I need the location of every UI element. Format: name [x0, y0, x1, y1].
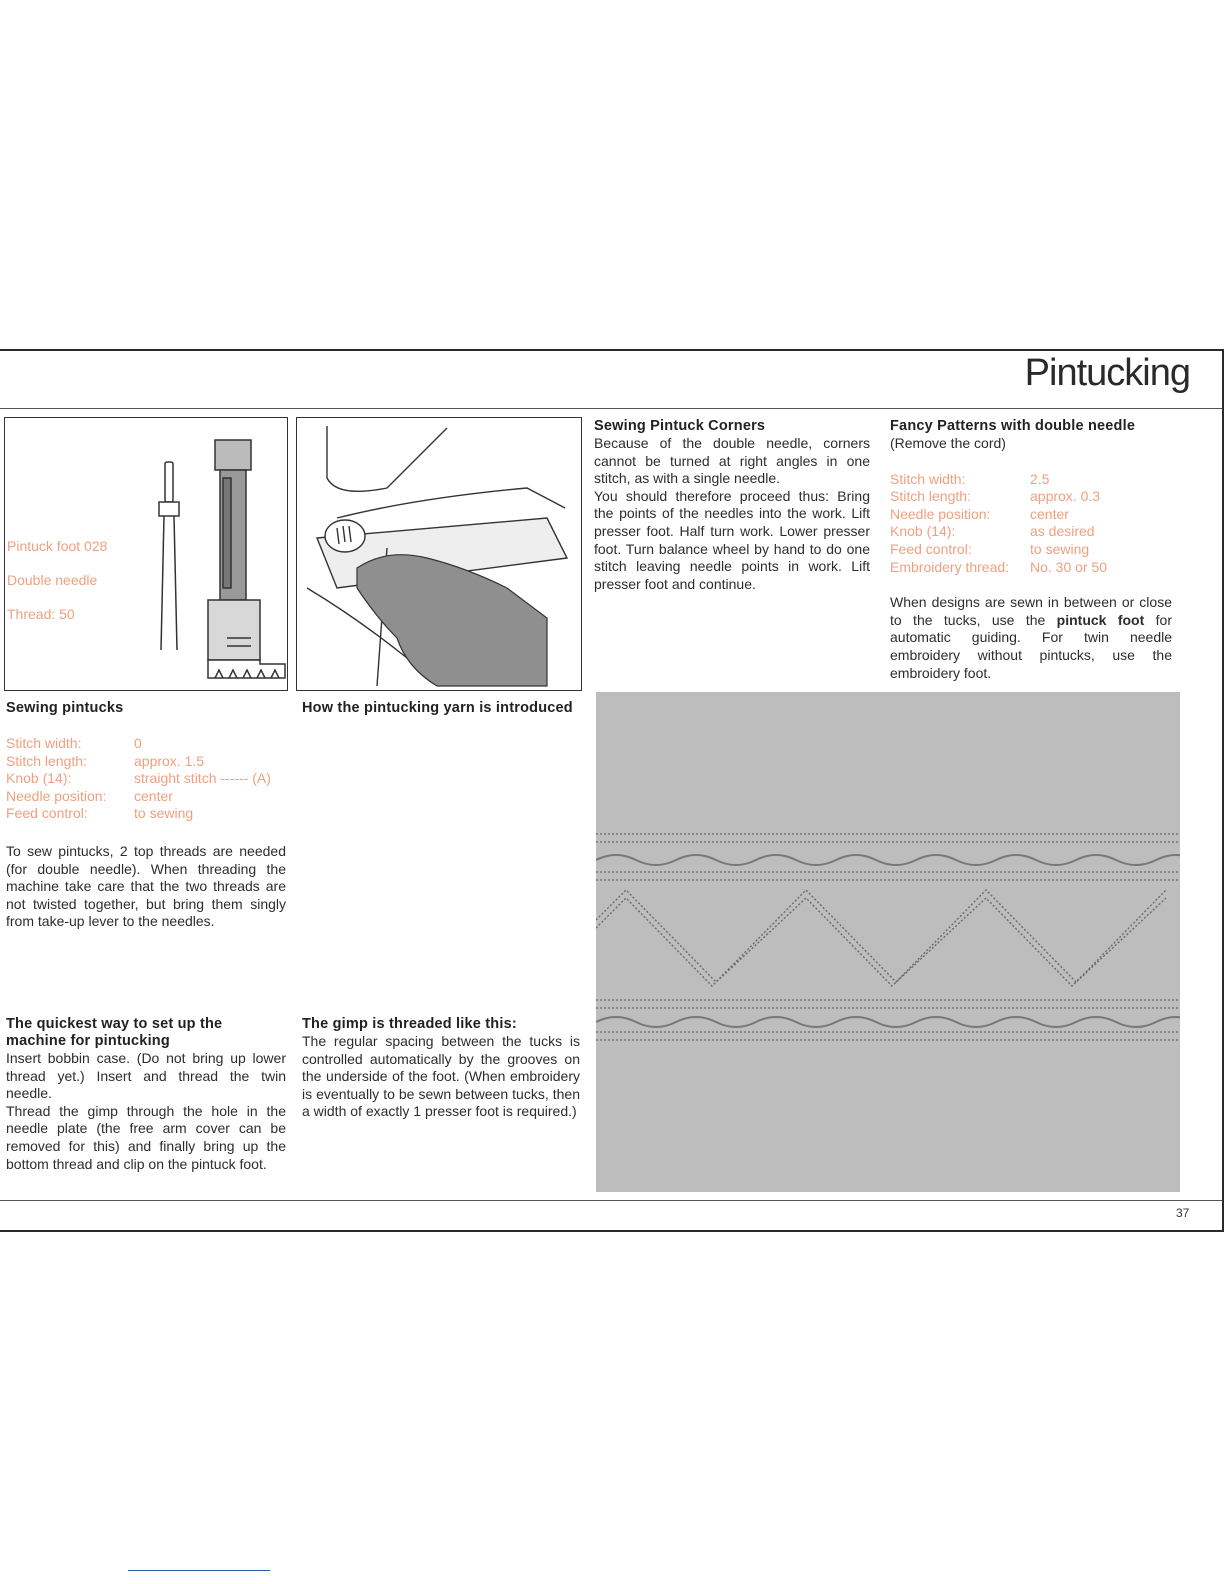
setting-value: to sewing — [134, 805, 194, 822]
fancy-heading: Fancy Patterns with double needle — [890, 418, 1136, 434]
setting-value: as desired — [1030, 523, 1095, 540]
setting-value: to sewing — [1030, 540, 1090, 557]
gimp-heading: The gimp is threaded like this: — [302, 1016, 517, 1032]
settings-row — [890, 488, 1172, 506]
section-corners — [594, 418, 870, 593]
setting-label: Knob (14): — [6, 770, 72, 787]
hand-threading-illustration — [297, 418, 581, 690]
page-number: 37 — [1176, 1206, 1190, 1220]
figure-label-foot: Pintuck foot 028 — [7, 538, 108, 554]
footer-rule — [0, 1230, 1224, 1232]
settings-row — [6, 753, 286, 771]
setting-label: Stitch length: — [890, 488, 971, 505]
fancy-body — [890, 594, 1172, 682]
fancy-subheading: (Remove the cord) — [890, 435, 1006, 451]
section-quickest — [6, 1016, 286, 1173]
page-title: Pintucking — [1024, 352, 1190, 394]
settings-row — [890, 506, 1172, 524]
quickest-body-1: Insert bobbin case. (Do not bring up lower thread yet.) Insert and thread the twin needle. — [6, 1050, 286, 1102]
setting-value: No. 30 or 50 — [1030, 558, 1108, 575]
settings-row — [6, 735, 286, 753]
section-fancy — [890, 418, 1172, 682]
fancy-settings — [890, 471, 1172, 577]
setting-value: 2.5 — [1030, 470, 1050, 487]
figure-label-thread: Thread: 50 — [7, 606, 75, 622]
section-gimp — [302, 1016, 580, 1121]
setting-value: straight stitch ------ (A) — [134, 770, 271, 787]
pintuck-foot-illustration — [5, 418, 287, 690]
corners-heading: Sewing Pintuck Corners — [594, 418, 766, 434]
stray-underline — [128, 1570, 270, 1571]
settings-row — [6, 770, 286, 788]
presser-foot-drawing — [208, 440, 285, 678]
setting-value: approx. 1.5 — [134, 752, 205, 769]
settings-row — [6, 805, 286, 823]
setting-label: Needle position: — [6, 787, 107, 804]
figure-threading-hand — [296, 417, 582, 691]
settings-row — [890, 559, 1172, 577]
section-sewing-pintucks — [6, 700, 286, 931]
sewing-pintucks-heading: Sewing pintucks — [6, 700, 124, 716]
figure-label-needle: Double needle — [7, 572, 98, 588]
setting-value: 0 — [134, 735, 142, 751]
setting-label: Feed control: — [6, 805, 88, 822]
fancy-body-post: for automatic guiding. For twin needle embroidery without pintucks, use the embroidery foot. — [890, 611, 1172, 681]
setting-label: Stitch width: — [6, 735, 82, 751]
fancy-body-bold: pintuck foot — [1056, 611, 1145, 628]
setting-label: Knob (14): — [890, 523, 956, 540]
gimp-body: The regular spacing between the tucks is controlled automatically by the grooves on the underside of the foot. (When embroidery is eventually to be sewn between tucks, then a width of exactly 1 presser foot is required.) — [302, 1033, 580, 1120]
settings-row — [890, 471, 1172, 489]
quickest-heading: The quickest way to set up the machine for pintucking — [6, 1016, 223, 1049]
quickest-body-2: Thread the gimp through the hole in the needle plate (the free arm cover can be removed for this) and finally bring up the bottom thread and clip on the pintuck foot. — [6, 1102, 286, 1172]
setting-value: center — [134, 787, 173, 804]
pintuck-fabric-photo — [596, 692, 1180, 1192]
hand-drawing — [357, 555, 547, 686]
figure-pintuck-foot — [4, 417, 288, 691]
setting-value: approx. 0.3 — [1030, 488, 1101, 505]
corners-body-2: You should therefore proceed thus: Bring the points of the needles into the work. Lift presser foot. Half turn work. Lower presser foot. Turn balance wheel by hand to do one stitch leaving needle points in work. Lift presser foot and continue. — [594, 487, 870, 592]
fancy-body-pre: When designs are sewn in between or close to the tucks, use the — [890, 594, 1172, 628]
settings-row — [6, 788, 286, 806]
setting-label: Stitch width: — [890, 470, 966, 487]
settings-row — [890, 523, 1172, 541]
bottom-rule — [0, 1200, 1224, 1201]
settings-row — [890, 541, 1172, 559]
setting-label: Needle position: — [890, 505, 991, 522]
double-needle-drawing — [159, 462, 179, 650]
setting-label: Embroidery thread: — [890, 558, 1010, 575]
setting-label: Stitch length: — [6, 752, 87, 769]
section-yarn — [302, 700, 580, 717]
setting-label: Feed control: — [890, 540, 972, 557]
title-underline — [0, 408, 1224, 409]
sewing-pintucks-body: To sew pintucks, 2 top threads are needed (for double needle). When threading the machine take care that the two threads are not twisted together, but bring them singly from take-up lever to the needles. — [6, 842, 286, 930]
corners-body-1: Because of the double needle, corners cannot be turned at right angles in one stitch, as with a single needle. — [594, 435, 870, 487]
setting-value: center — [1030, 505, 1069, 522]
sewing-pintucks-settings — [6, 735, 286, 823]
stitched-fabric-illustration — [596, 692, 1180, 1192]
yarn-heading: How the pintucking yarn is introduced — [302, 700, 573, 716]
top-rule — [0, 349, 1224, 351]
